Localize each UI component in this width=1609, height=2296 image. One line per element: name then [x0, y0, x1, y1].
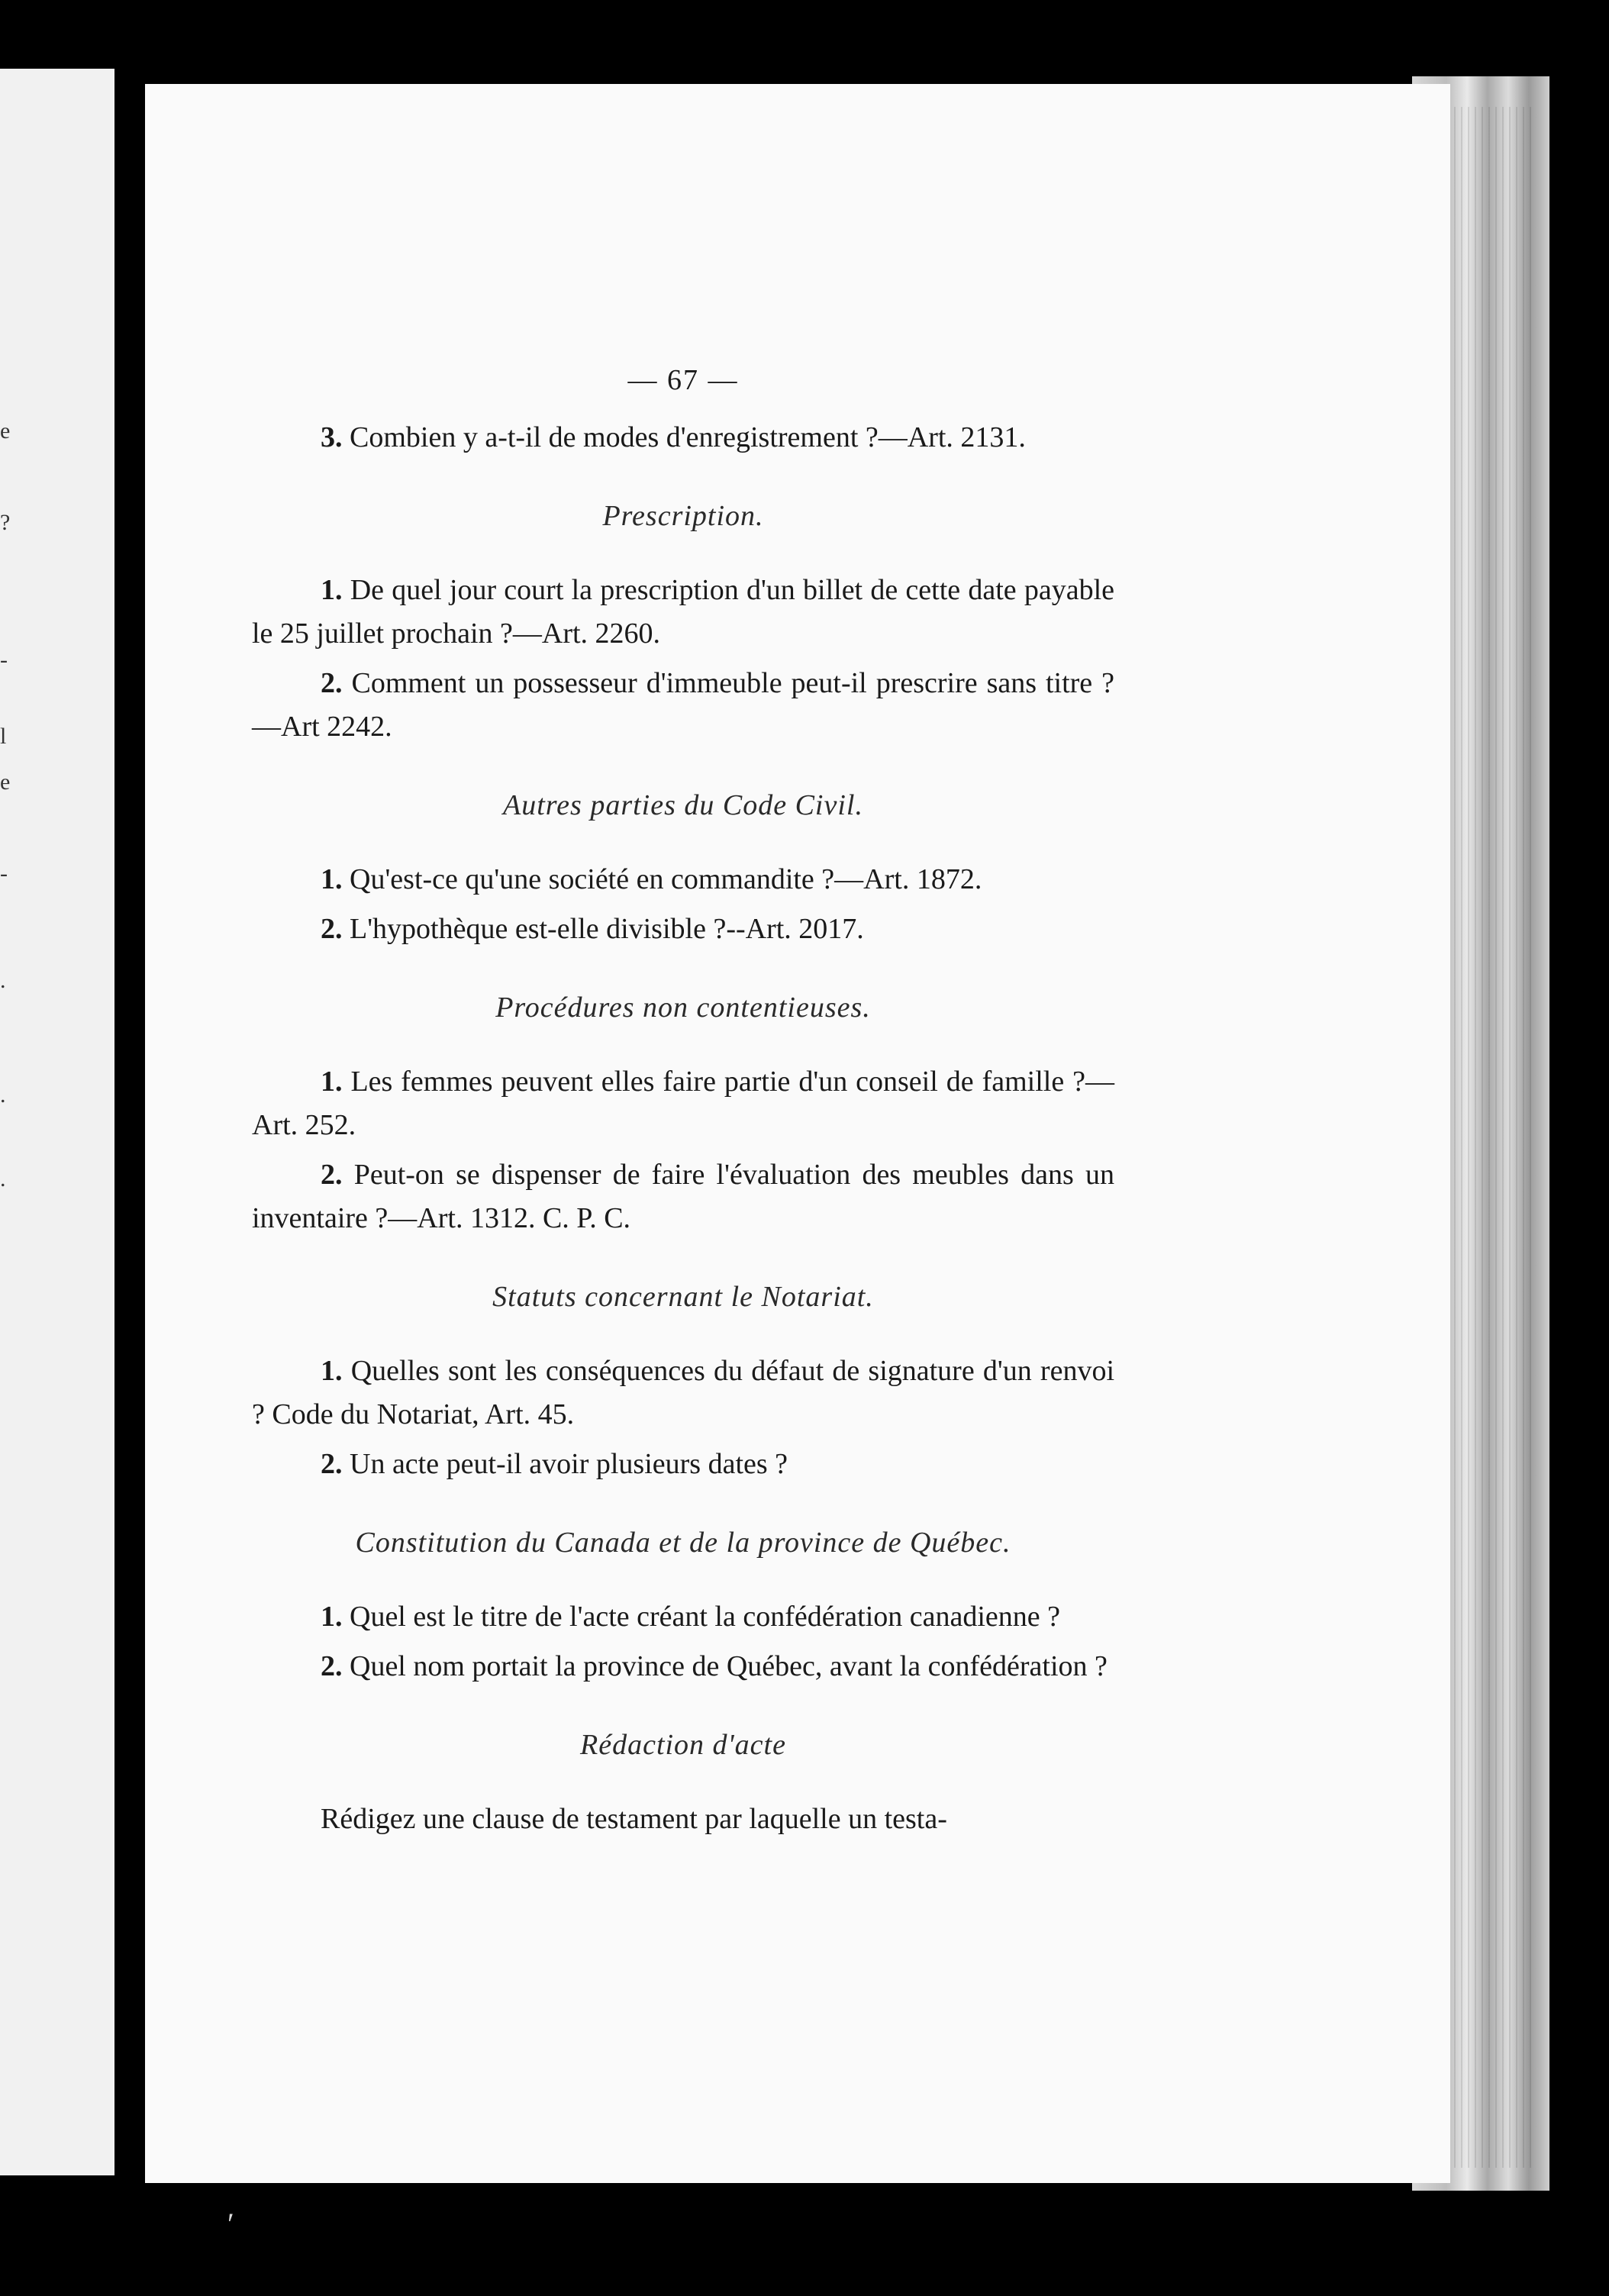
question-paragraph: [252, 1798, 1114, 1841]
left-page-fragment: .: [0, 1082, 6, 1108]
question-text: Rédigez une clause de testament par laquelle un testa-: [321, 1803, 947, 1835]
page-body: [252, 416, 1114, 1847]
question-text: Un acte peut-il avoir plusieurs dates ?: [350, 1448, 788, 1480]
left-page-margin: [0, 69, 114, 2175]
left-page-fragment: e: [0, 769, 11, 795]
question-text: Qu'est-ce qu'une société en commandite ?—Art. 1872.: [350, 863, 982, 895]
page-number: — 67 —: [627, 364, 739, 396]
section-heading: Rédaction d'acte: [580, 1729, 786, 1761]
question-text: Quel est le titre de l'acte créant la confédération canadienne ?: [350, 1601, 1060, 1633]
question-number: 3: [321, 421, 335, 453]
paragraph-gap: [252, 1486, 1114, 1492]
question-number: 1: [321, 574, 335, 606]
question-number-dot: .: [335, 863, 350, 895]
paragraph-gap: [252, 1240, 1114, 1246]
question-number-dot: .: [335, 421, 350, 453]
question-paragraph: [252, 1350, 1114, 1437]
left-page-fragment: e: [0, 418, 11, 443]
question-number-dot: .: [335, 1448, 350, 1480]
question-paragraph: [252, 1443, 1114, 1486]
paragraph-gap: [252, 1147, 1114, 1153]
question-number: 2: [321, 1159, 335, 1191]
paragraph-gap: [252, 901, 1114, 908]
question-paragraph: [252, 569, 1114, 656]
left-page-fragment: ?: [0, 510, 11, 535]
question-number-dot: .: [335, 574, 350, 606]
question-number: 1: [321, 863, 335, 895]
section-heading: Procédures non contentieuses.: [495, 992, 871, 1024]
paragraph-gap: [252, 1841, 1114, 1847]
paragraph-gap: [252, 1688, 1114, 1695]
section-heading: Constitution du Canada et de la province de Québec.: [355, 1527, 1011, 1559]
left-page-fragment: .: [0, 968, 6, 993]
question-paragraph: [252, 662, 1114, 749]
question-paragraph: [252, 908, 1114, 951]
scan-speck: ʹ: [227, 2207, 234, 2241]
question-number-dot: .: [335, 667, 352, 699]
question-text: Combien y a-t-il de modes d'enregistrement ?—Art. 2131.: [350, 421, 1026, 453]
section-heading: Statuts concernant le Notariat.: [492, 1281, 874, 1313]
question-number-dot: .: [335, 1066, 351, 1098]
question-number: 2: [321, 1650, 335, 1682]
question-text: L'hypothèque est-elle divisible ?--Art. 2017.: [350, 913, 864, 945]
question-text: Peut-on se dispenser de faire l'évaluation des meubles dans un inventaire ?—Art. 1312. C. P. C.: [252, 1159, 1114, 1234]
paragraph-gap: [252, 951, 1114, 957]
question-paragraph: [252, 1060, 1114, 1147]
paragraph-gap: [252, 749, 1114, 755]
paragraph-gap: [252, 656, 1114, 662]
question-text: Quel nom portait la province de Québec, avant la confédération ?: [350, 1650, 1108, 1682]
question-number-dot: .: [335, 1601, 350, 1633]
left-page-fragment: -: [0, 861, 8, 886]
paragraph-gap: [252, 1639, 1114, 1645]
question-paragraph: [252, 1645, 1114, 1688]
question-number: 2: [321, 667, 335, 699]
question-paragraph: [252, 416, 1114, 460]
question-text: Les femmes peuvent elles faire partie d'un conseil de famille ?—Art. 252.: [252, 1066, 1114, 1141]
question-text: De quel jour court la prescription d'un billet de cette date payable le 25 juillet prochain ?—Art. 2260.: [252, 574, 1114, 650]
question-number: 2: [321, 913, 335, 945]
question-paragraph: [252, 858, 1114, 901]
question-paragraph: [252, 1153, 1114, 1240]
page-content: [252, 359, 1114, 1847]
question-number-dot: .: [335, 1355, 351, 1387]
question-number-dot: .: [335, 913, 350, 945]
section-heading: Autres parties du Code Civil.: [503, 789, 863, 821]
question-number: 1: [321, 1601, 335, 1633]
question-number: 2: [321, 1448, 335, 1480]
question-paragraph: [252, 1595, 1114, 1639]
paragraph-gap: [252, 460, 1114, 466]
paragraph-gap: [252, 1437, 1114, 1443]
left-page-fragment: -: [0, 647, 8, 672]
question-number: 1: [321, 1355, 335, 1387]
left-page-fragment: l: [0, 724, 7, 749]
question-number-dot: .: [335, 1159, 354, 1191]
question-number-dot: .: [335, 1650, 350, 1682]
question-number: 1: [321, 1066, 335, 1098]
question-text: Quelles sont les conséquences du défaut de signature d'un renvoi ? Code du Notariat, Art. 45.: [252, 1355, 1115, 1430]
question-text: Comment un possesseur d'immeuble peut-il prescrire sans titre ?—Art 2242.: [252, 667, 1114, 743]
section-heading: Prescription.: [602, 500, 764, 532]
left-page-fragment: .: [0, 1166, 6, 1192]
